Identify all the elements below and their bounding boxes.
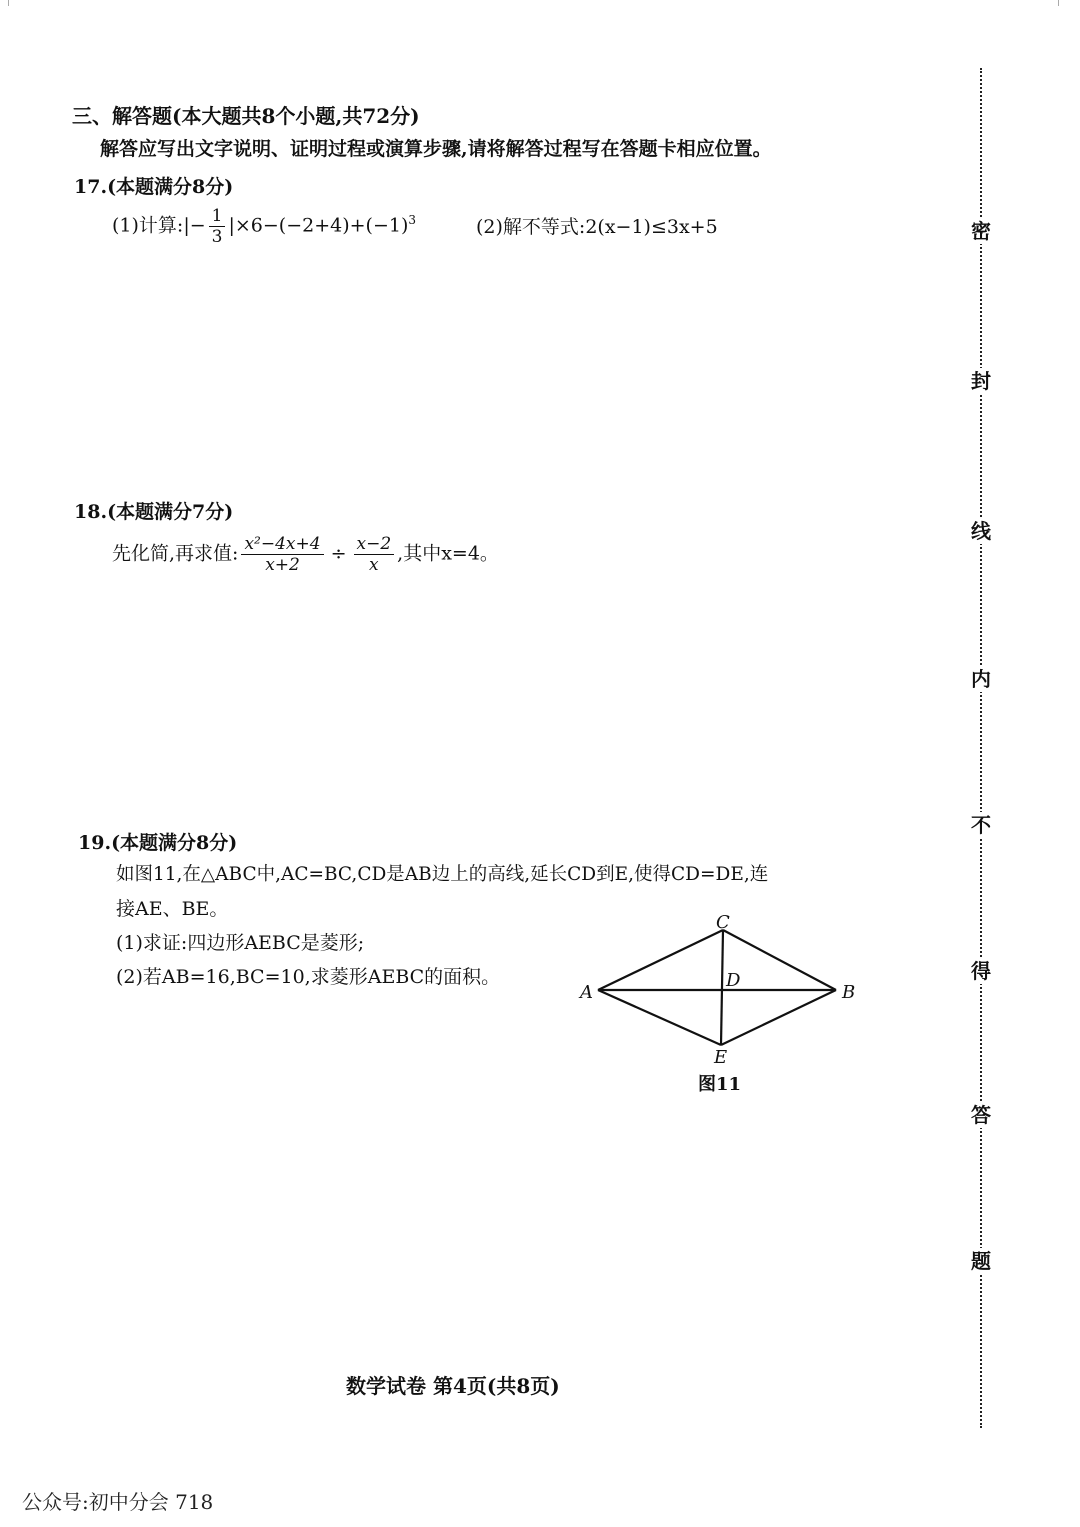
q17-number: 17. — [74, 176, 108, 198]
q19-part2: (2)若AB=16,BC=10,求菱形AEBC的面积。 — [116, 966, 501, 988]
q17-part1-exponent: 3 — [408, 213, 417, 228]
q18-fraction-1-denominator: x+2 — [265, 555, 300, 575]
seal-char-4: 内 — [968, 666, 994, 692]
corner-mark-left — [8, 0, 9, 6]
figure-11-segment-be — [721, 990, 836, 1045]
section-instruction: 解答应写出文字说明、证明过程或演算步骤,请将解答过程写在答题卡相应位置。 — [100, 138, 772, 160]
q18-expression — [112, 534, 499, 575]
watermark-text: 公众号:初中分会 718 — [22, 1490, 214, 1514]
corner-mark-right — [1058, 0, 1059, 6]
q17-part1-suffix: |×6−(−2+4)+(−1) — [228, 214, 409, 237]
figure-11-caption: 图11 — [698, 1074, 742, 1095]
q19-header — [78, 828, 237, 855]
q17-header — [74, 172, 233, 199]
seal-char-6: 得 — [968, 958, 994, 984]
figure-11-label-d: D — [726, 970, 741, 991]
q17-part2: (2)解不等式:2(x−1)≤3x+5 — [476, 216, 718, 238]
q17-part1-denominator: 3 — [211, 227, 223, 247]
page-footer: 数学试卷 第4页(共8页) — [346, 1374, 560, 1398]
seal-char-5: 不 — [968, 812, 994, 838]
figure-11-label-a: A — [580, 982, 593, 1003]
figure-11 — [570, 910, 870, 1100]
q17-part1 — [112, 206, 416, 247]
seal-char-2: 封 — [968, 368, 994, 394]
q18-number: 18. — [74, 501, 108, 523]
q18-score: (本题满分7分) — [107, 501, 234, 523]
q18-fraction-1-numerator: x²−4x+4 — [241, 534, 323, 555]
seal-char-3: 线 — [968, 518, 994, 544]
seal-dotted-line — [980, 68, 982, 1428]
q18-prefix: 先化简,再求值: — [112, 542, 239, 565]
q18-fraction-1 — [241, 534, 323, 575]
q19-part1: (1)求证:四边形AEBC是菱形; — [116, 932, 365, 954]
q18-fraction-2-denominator: x — [369, 555, 379, 575]
q19-number: 19. — [78, 832, 112, 854]
q18-fraction-2 — [354, 534, 395, 575]
q19-line1: 如图11,在△ABC中,AC=BC,CD是AB边上的高线,延长CD到E,使得CD=DE,连 — [116, 864, 769, 885]
figure-11-label-b: B — [842, 982, 856, 1003]
section-title: 三、解答题(本大题共8个小题,共72分) — [72, 104, 420, 128]
q17-part1-numerator: 1 — [209, 206, 226, 227]
figure-11-label-c: C — [716, 912, 730, 933]
q17-part1-prefix: (1)计算:|− — [112, 214, 206, 237]
q19-score: (本题满分8分) — [111, 832, 238, 854]
figure-11-segment-ac — [598, 930, 723, 990]
figure-11-segment-ce — [721, 930, 723, 1045]
figure-11-segment-ea — [598, 990, 721, 1045]
q17-part1-fraction — [209, 206, 226, 247]
figure-11-label-e: E — [714, 1047, 728, 1068]
q18-suffix: ,其中x=4。 — [397, 542, 499, 565]
q18-operator: ÷ — [330, 542, 347, 565]
seal-char-8: 题 — [968, 1248, 994, 1274]
q18-fraction-2-numerator: x−2 — [354, 534, 395, 555]
seal-char-7: 答 — [968, 1102, 994, 1128]
q17-score: (本题满分8分) — [107, 176, 234, 198]
q18-header — [74, 497, 233, 524]
seal-char-1: 密 — [968, 218, 994, 244]
q19-line2: 接AE、BE。 — [116, 898, 229, 920]
